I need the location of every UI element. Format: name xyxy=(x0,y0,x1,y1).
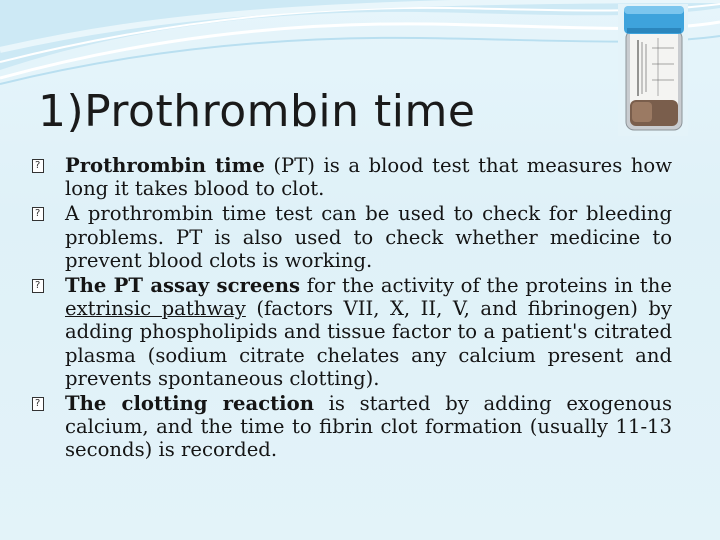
slide-title: 1)Prothrombin time xyxy=(38,86,476,137)
bullet-icon xyxy=(32,279,44,293)
bullet-text: is started by adding exogenous calcium, and the time to fibrin clot formation (usually 11-13 seconds) is recorded. xyxy=(65,392,673,462)
bullet-icon xyxy=(32,397,44,411)
bullet-icon xyxy=(32,207,44,221)
bullet-text: (PT) is a blood test that measures how long it takes blood to clot. xyxy=(65,154,673,201)
bullet-item-prothrombin-test xyxy=(32,202,672,272)
bullet-text-continued: (factors VII, X, II, V, and fibrinogen) by adding phospholipids and tissue factor to a patient's citrated plasma (sodium citrate chelates any calcium present and prevents spontaneous clotting). xyxy=(65,297,672,390)
extrinsic-pathway-term: extrinsic pathway xyxy=(65,297,246,321)
bullet-list xyxy=(32,154,672,464)
bullet-text: for the activity of the proteins in the xyxy=(300,274,672,298)
wave-decoration xyxy=(0,0,720,90)
bullet-icon xyxy=(32,159,44,173)
bullet-lead: The clotting reaction xyxy=(65,392,314,416)
blood-tube-icon xyxy=(618,4,688,136)
bullet-lead: The PT assay screens xyxy=(65,274,301,298)
bullet-lead: Prothrombin time xyxy=(65,154,265,177)
bullet-item-pt-assay xyxy=(32,274,672,390)
bullet-text: A prothrombin time test can be used to check for bleeding problems. PT is also used to check whether medicine to prevent blood clots is working. xyxy=(65,202,672,272)
bullet-item-clotting-reaction xyxy=(32,392,672,462)
bullet-item-prothrombin-time xyxy=(32,154,672,200)
